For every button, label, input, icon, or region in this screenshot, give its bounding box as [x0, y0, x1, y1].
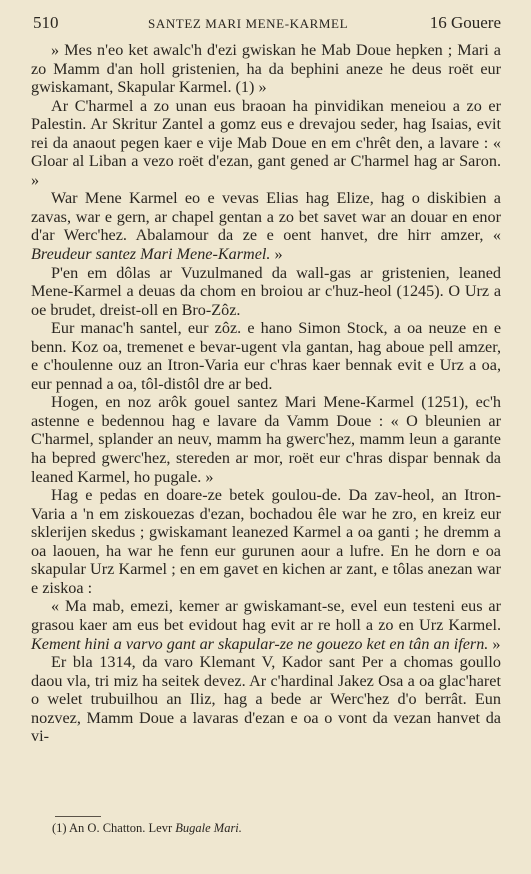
- footnote-text: (1) An O. Chatton. Levr: [52, 821, 176, 835]
- paragraph-text: Hag e pedas en doare-ze betek goulou-de. Da zav-heol, an Itron-Varia a 'n em ziskouezas d'ezan, bochadou êle war he zro, en kreiz eur sklerijen skedus ; gwiskamant leanezed Karmel a oa ganti ; he dremm a oa laouen, ha war he fenn eur gurunen aour a lufre. En he dorn e oa skapular Urz Karmel ; en em gavet en kichen ar zant, e tôlas anezan war e ziskoa :: [31, 486, 501, 597]
- paragraph-text: » Mes n'eo ket awalc'h d'ezi gwiskan he Mab Doue hepken ; Mari a zo Mamm d'an holl gristenien, ha da bephini aneze he deus roët eur gwiskamant, Skapular Karmel. (1) »: [31, 41, 501, 97]
- paragraph: [31, 393, 501, 486]
- paragraph: [31, 264, 501, 320]
- paragraph-text: Hogen, en noz arôk gouel santez Mari Mene-Karmel (1251), ec'h astenne e bedennou hag e lavare da Vamm Doue : « O bleunien ar C'harmel, splander an neuv, mamm ha gwerc'hez, mamm leun a garante ha bepred gwerc'hez, stereden ar mor, roët eur c'hras dispar bennak da leaned Karmel, ho pugale. »: [31, 393, 501, 486]
- paragraph-text: « Ma mab, emezi, kemer ar gwiskamant-se, evel eun testeni eus ar grasou kaer am eus bet evidout hag evit ar re holl a zo en Urz Karmel.: [31, 597, 501, 634]
- running-date: 16 Gouere: [429, 13, 501, 32]
- paragraph-text: »: [270, 245, 283, 264]
- paragraph-italic: Kement hini a varvo gant ar skapular-ze ne gouezo ket en tân an ifern.: [31, 634, 489, 653]
- paragraph-text: »: [488, 634, 501, 653]
- paragraph-text: P'en em dôlas ar Vuzulmaned da wall-gas ar gristenien, leaned Mene-Karmel a deuas da chom en broiou ar c'huz-heol (1245). O Urz a oe brudet, dreist-oll en Bro-Zôz.: [31, 263, 501, 319]
- page-number: 510: [33, 13, 59, 32]
- running-header: [33, 13, 501, 35]
- paragraph-italic: Breudeur santez Mari Mene-Karmel.: [31, 245, 271, 264]
- paragraph-text: Eur manac'h santel, eur zôz. e hano Simon Stock, a oa neuze en e benn. Koz oa, tremenet e bevar-ugent vla gantan, hag aboue pell amzer, e c'houlenne ouz an Itron-Varia eur c'hras kaer bennak evit e Urz a oa, eur pennad a oa, tôl-distôl dre ar bed.: [31, 319, 501, 393]
- paragraph: [31, 597, 501, 653]
- paragraph-text: Er bla 1314, da varo Klemant V, Kador sant Per a chomas goullo daou vla, tri miz ha seitek devez. Ar c'hardinal Jakez Osa a oa glac'haret o welet trubuilhou an Iliz, hag a bede ar Werc'hez d'o berrât. Eun nozvez, Mamm Doue a lavaras d'ezan e oa o vont da vezan hanvet da vi-: [31, 653, 501, 746]
- paragraph-text: Ar C'harmel a zo unan eus braoan ha pinvidikan meneiou a zo er Palestin. Ar Skritur Zantel a gomz eus e drevajou seder, hag Isaias, evit rei da anaout pegen kaer e vije Mab Doue en em c'hrêt den, a lavare : « Gloar al Liban a vezo roët d'ezan, gant gened ar C'harmel hag ar Saron. »: [31, 96, 501, 189]
- paragraph: [31, 189, 501, 263]
- footnote: [52, 821, 242, 836]
- paragraph: [31, 319, 501, 393]
- paragraph: [31, 97, 501, 190]
- footnote-rule: [55, 816, 101, 817]
- paragraph-text: War Mene Karmel eo e vevas Elias hag Elize, hag o diskibien a zavas, war e gern, ar chapel gentan a zo bet savet war an douar en enor d'ar Werc'hez. Abalamour da ze e oent hanvet, dre hirr amzer, «: [31, 189, 501, 245]
- body-text: [31, 41, 501, 746]
- running-title: SANTEZ MARI MENE-KARMEL: [148, 16, 349, 31]
- paragraph: [31, 653, 501, 746]
- paragraph: [31, 486, 501, 597]
- paragraph: [31, 41, 501, 97]
- footnote-book-title: Bugale Mari.: [175, 821, 242, 835]
